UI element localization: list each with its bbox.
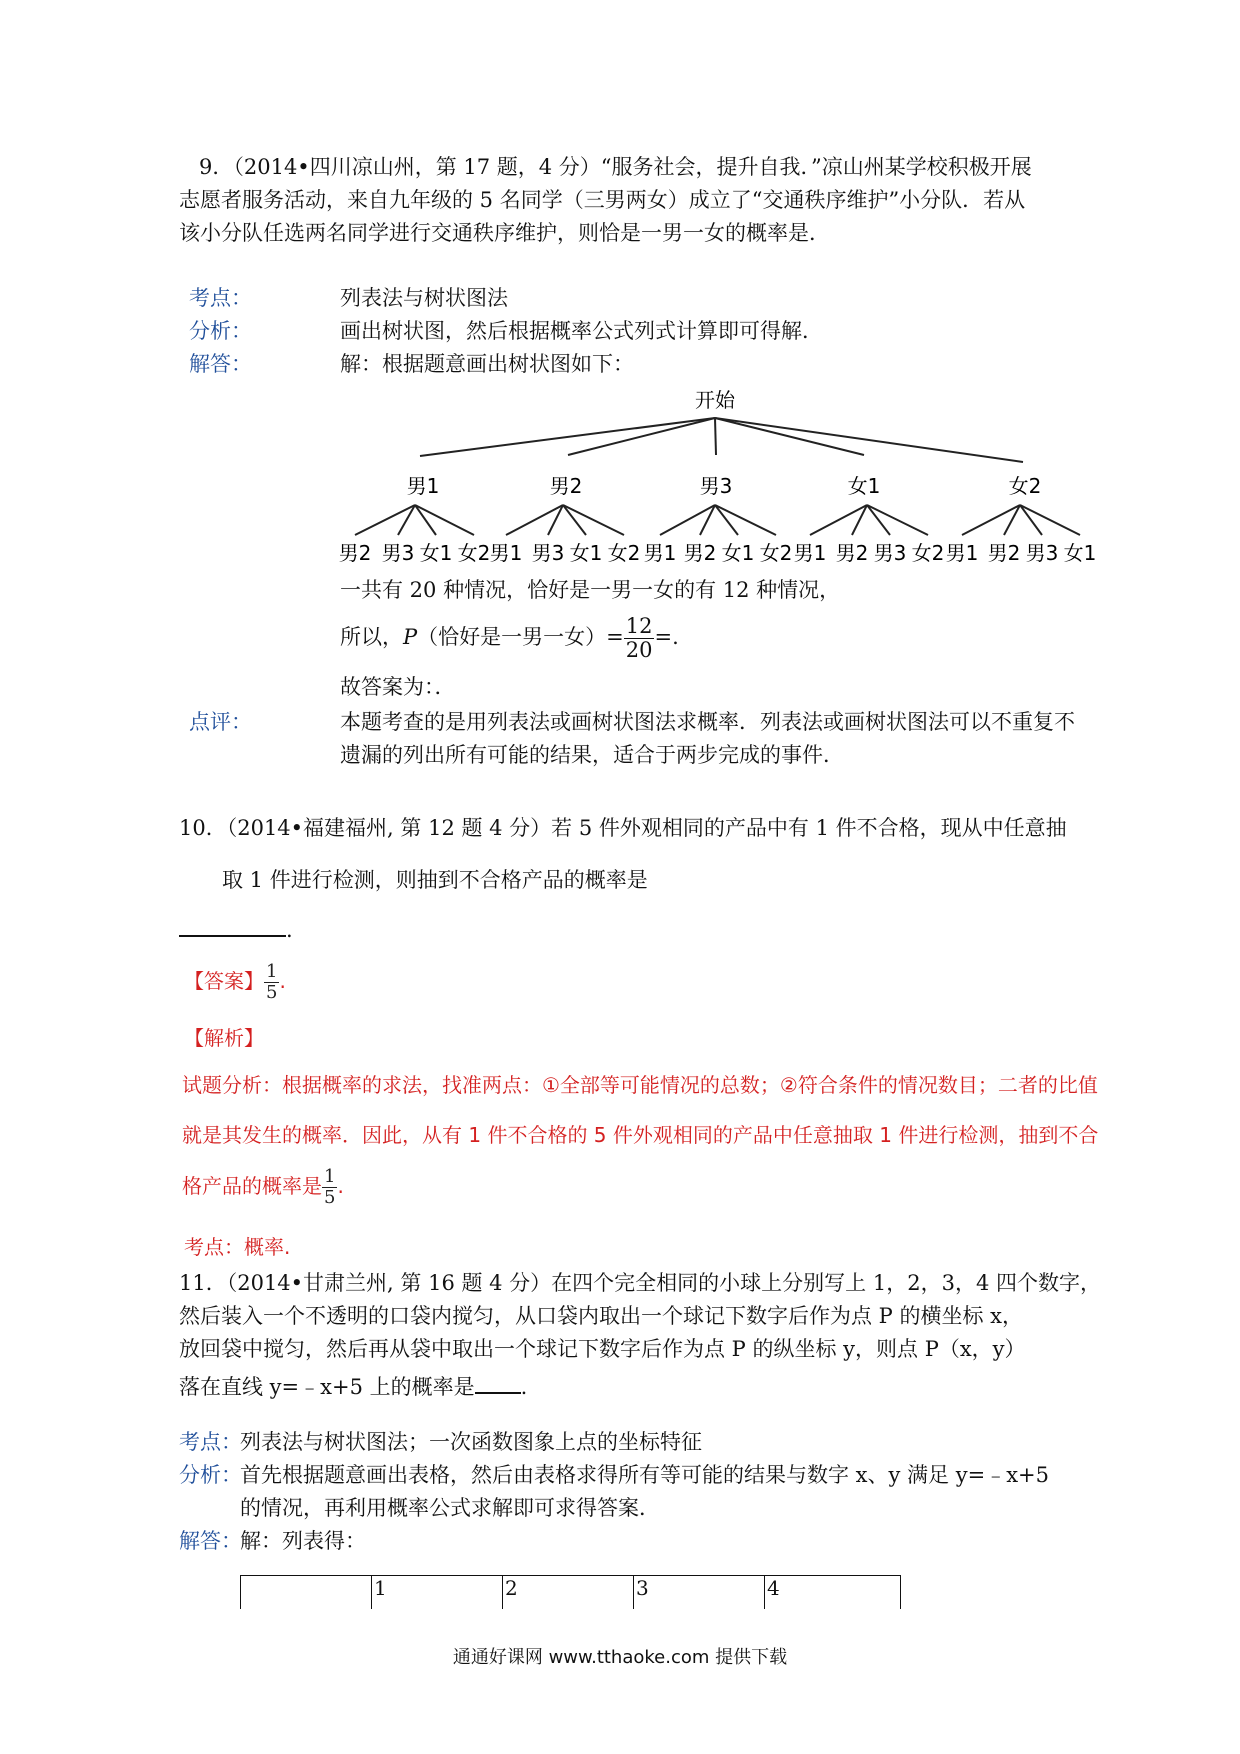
q11-line2: 然后装入一个不透明的口袋内搅匀，从口袋内取出一个球记下数字后作为点 P 的横坐标 x，: [179, 1304, 1023, 1328]
tree-leaf: 女1: [569, 541, 603, 565]
tree-l1-node: 女1: [847, 474, 881, 498]
tree-leaf: 男1: [643, 541, 677, 565]
q9-line1: 9．（2014•四川凉山州，第 17 题，4 分）“服务社会，提升自我．”凉山州某学校积极开展: [199, 155, 1032, 179]
q9-dianping-line1: 本题考查的是用列表法或画树状图法求概率．列表法或画树状图法可以不重复不: [340, 710, 1075, 734]
q9-dianping-label: 点评：: [189, 710, 252, 734]
q10-jiexi-label: 【解析】: [184, 1026, 264, 1050]
q9-jieda-label: 解答：: [189, 352, 252, 376]
analysis-denominator: 5: [324, 1186, 336, 1208]
q11-jieda-label: 解答：: [179, 1529, 242, 1553]
q9-kaodian: 列表法与树状图法: [340, 286, 508, 310]
analysis-text: 格产品的概率是: [182, 1173, 322, 1198]
tree-leaf: 女1: [1063, 541, 1097, 565]
q9-probability: [340, 615, 679, 662]
q11-jieda: 解：列表得：: [240, 1529, 366, 1553]
q10-kaodian: 考点：概率.: [184, 1235, 291, 1259]
q10-analysis-line1: 试题分析：根据概率的求法，找准两点：①全部等可能情况的总数；②符合条件的情况数目；二者的比值: [182, 1073, 1098, 1097]
prob-denominator: 20: [625, 638, 653, 663]
tree-leaf: 男2: [835, 541, 869, 565]
tree-leaf: 男2: [987, 541, 1021, 565]
tree-diagram: [0, 380, 1240, 575]
tree-leaf: 男2: [338, 541, 372, 565]
q9-fenxi-label: 分析：: [189, 319, 252, 343]
answer-end: .: [279, 968, 286, 993]
tree-leaf: 男1: [945, 541, 979, 565]
q11-line3: 放回袋中搅匀，然后再从袋中取出一个球记下数字后作为点 P 的纵坐标 y，则点 P（x，y）: [179, 1337, 1026, 1361]
tree-leaf: 女2: [457, 541, 491, 565]
tree-leaf: 女2: [607, 541, 641, 565]
q10-analysis-line2: 就是其发生的概率．因此，从有 1 件不合格的 5 件外观相同的产品中任意抽取 1 件进行检测，抽到不合: [182, 1123, 1099, 1147]
tree-leaf: 男3: [531, 541, 565, 565]
tree-leaf: 女2: [759, 541, 793, 565]
q11-kaodian: 列表法与树状图法；一次函数图象上点的坐标特征: [240, 1430, 702, 1454]
q10-blank-end: .: [286, 918, 293, 942]
prob-mid: （恰好是一男一女）=: [417, 625, 624, 650]
tree-l1-node: 男2: [549, 474, 583, 498]
page-footer: 通通好课网 www.tthaoke.com 提供下载: [452, 1647, 788, 1668]
analysis-fraction: [322, 1167, 337, 1208]
q10-blank: [179, 915, 293, 941]
tree-leaf: 女2: [911, 541, 945, 565]
q11-fenxi-label: 分析：: [179, 1463, 242, 1487]
q9-kaodian-label: 考点：: [189, 286, 252, 310]
tree-l1-node: 男3: [699, 474, 733, 498]
q11-table-header-row: [240, 1575, 901, 1609]
answer-blank: [179, 915, 286, 937]
answer-fraction: [264, 962, 279, 1003]
tree-leaf: 男3: [873, 541, 907, 565]
prob-fraction: [624, 615, 655, 662]
prob-prefix: 所以，: [340, 625, 403, 650]
tree-l1-node: 女2: [1008, 474, 1042, 498]
q10-line1: 10．（2014•福建福州, 第 12 题 4 分）若 5 件外观相同的产品中有 1 件不合格，现从中任意抽: [179, 816, 1067, 840]
tree-l1-node: 男1: [406, 474, 440, 498]
answer-denominator: 5: [266, 981, 278, 1003]
tree-leaf: 男3: [1025, 541, 1059, 565]
answer-blank: [475, 1372, 521, 1394]
tree-leaf: 女1: [721, 541, 755, 565]
analysis-numerator: 1: [324, 1166, 336, 1187]
q11-line4-end: .: [520, 1375, 528, 1399]
q10-line2: 取 1 件进行检测，则抽到不合格产品的概率是: [222, 868, 648, 892]
prob-p: P: [403, 625, 418, 650]
q10-answer: [184, 962, 286, 1003]
q11-kaodian-label: 考点：: [179, 1430, 242, 1454]
prob-suffix: =.: [654, 625, 679, 650]
tree-root: 开始: [695, 388, 735, 412]
table-cell: [240, 1576, 371, 1609]
q11-line4-text: 落在直线 y=﹣x+5 上的概率是: [179, 1375, 475, 1399]
tree-leaf: 男1: [489, 541, 523, 565]
q9-answer: 故答案为：．: [340, 675, 456, 699]
tree-leaf: 男2: [683, 541, 717, 565]
table-cell: 1: [371, 1576, 502, 1609]
prob-numerator: 12: [625, 614, 653, 638]
analysis-end: .: [337, 1173, 344, 1198]
tree-leaf: 男1: [793, 541, 827, 565]
q9-jieda: 解：根据题意画出树状图如下：: [340, 352, 634, 376]
tree-leaf: 男3: [381, 541, 415, 565]
answer-numerator: 1: [266, 961, 278, 982]
q11-fenxi-line2: 的情况，再利用概率公式求解即可求得答案．: [240, 1496, 660, 1520]
q11-fenxi-line1: 首先根据题意画出表格，然后由表格求得所有等可能的结果与数字 x、y 满足 y=﹣x+5: [240, 1463, 1049, 1487]
q9-fenxi: 画出树状图，然后根据概率公式列式计算即可得解．: [340, 319, 823, 343]
table-cell: 4: [764, 1576, 895, 1609]
q10-analysis-line3: [182, 1167, 344, 1208]
q9-dianping-line2: 遗漏的列出所有可能的结果，适合于两步完成的事件．: [340, 743, 844, 767]
table-cell: 2: [502, 1576, 633, 1609]
q9-line3: 该小分队任选两名同学进行交通秩序维护，则恰是一男一女的概率是．: [179, 221, 830, 245]
q11-line4: [179, 1372, 527, 1398]
table-cell: 3: [633, 1576, 764, 1609]
q9-line2: 志愿者服务活动，来自九年级的 5 名同学（三男两女）成立了“交通秩序维护”小分队．若从: [179, 188, 1026, 212]
q9-total: 一共有 20 种情况，恰好是一男一女的有 12 种情况，: [340, 578, 841, 602]
q11-line1: 11．（2014•甘肃兰州, 第 16 题 4 分）在四个完全相同的小球上分别写上 1，2，3，4 四个数字，: [179, 1271, 1101, 1295]
tree-leaf: 女1: [419, 541, 453, 565]
answer-label: 【答案】: [184, 968, 264, 993]
